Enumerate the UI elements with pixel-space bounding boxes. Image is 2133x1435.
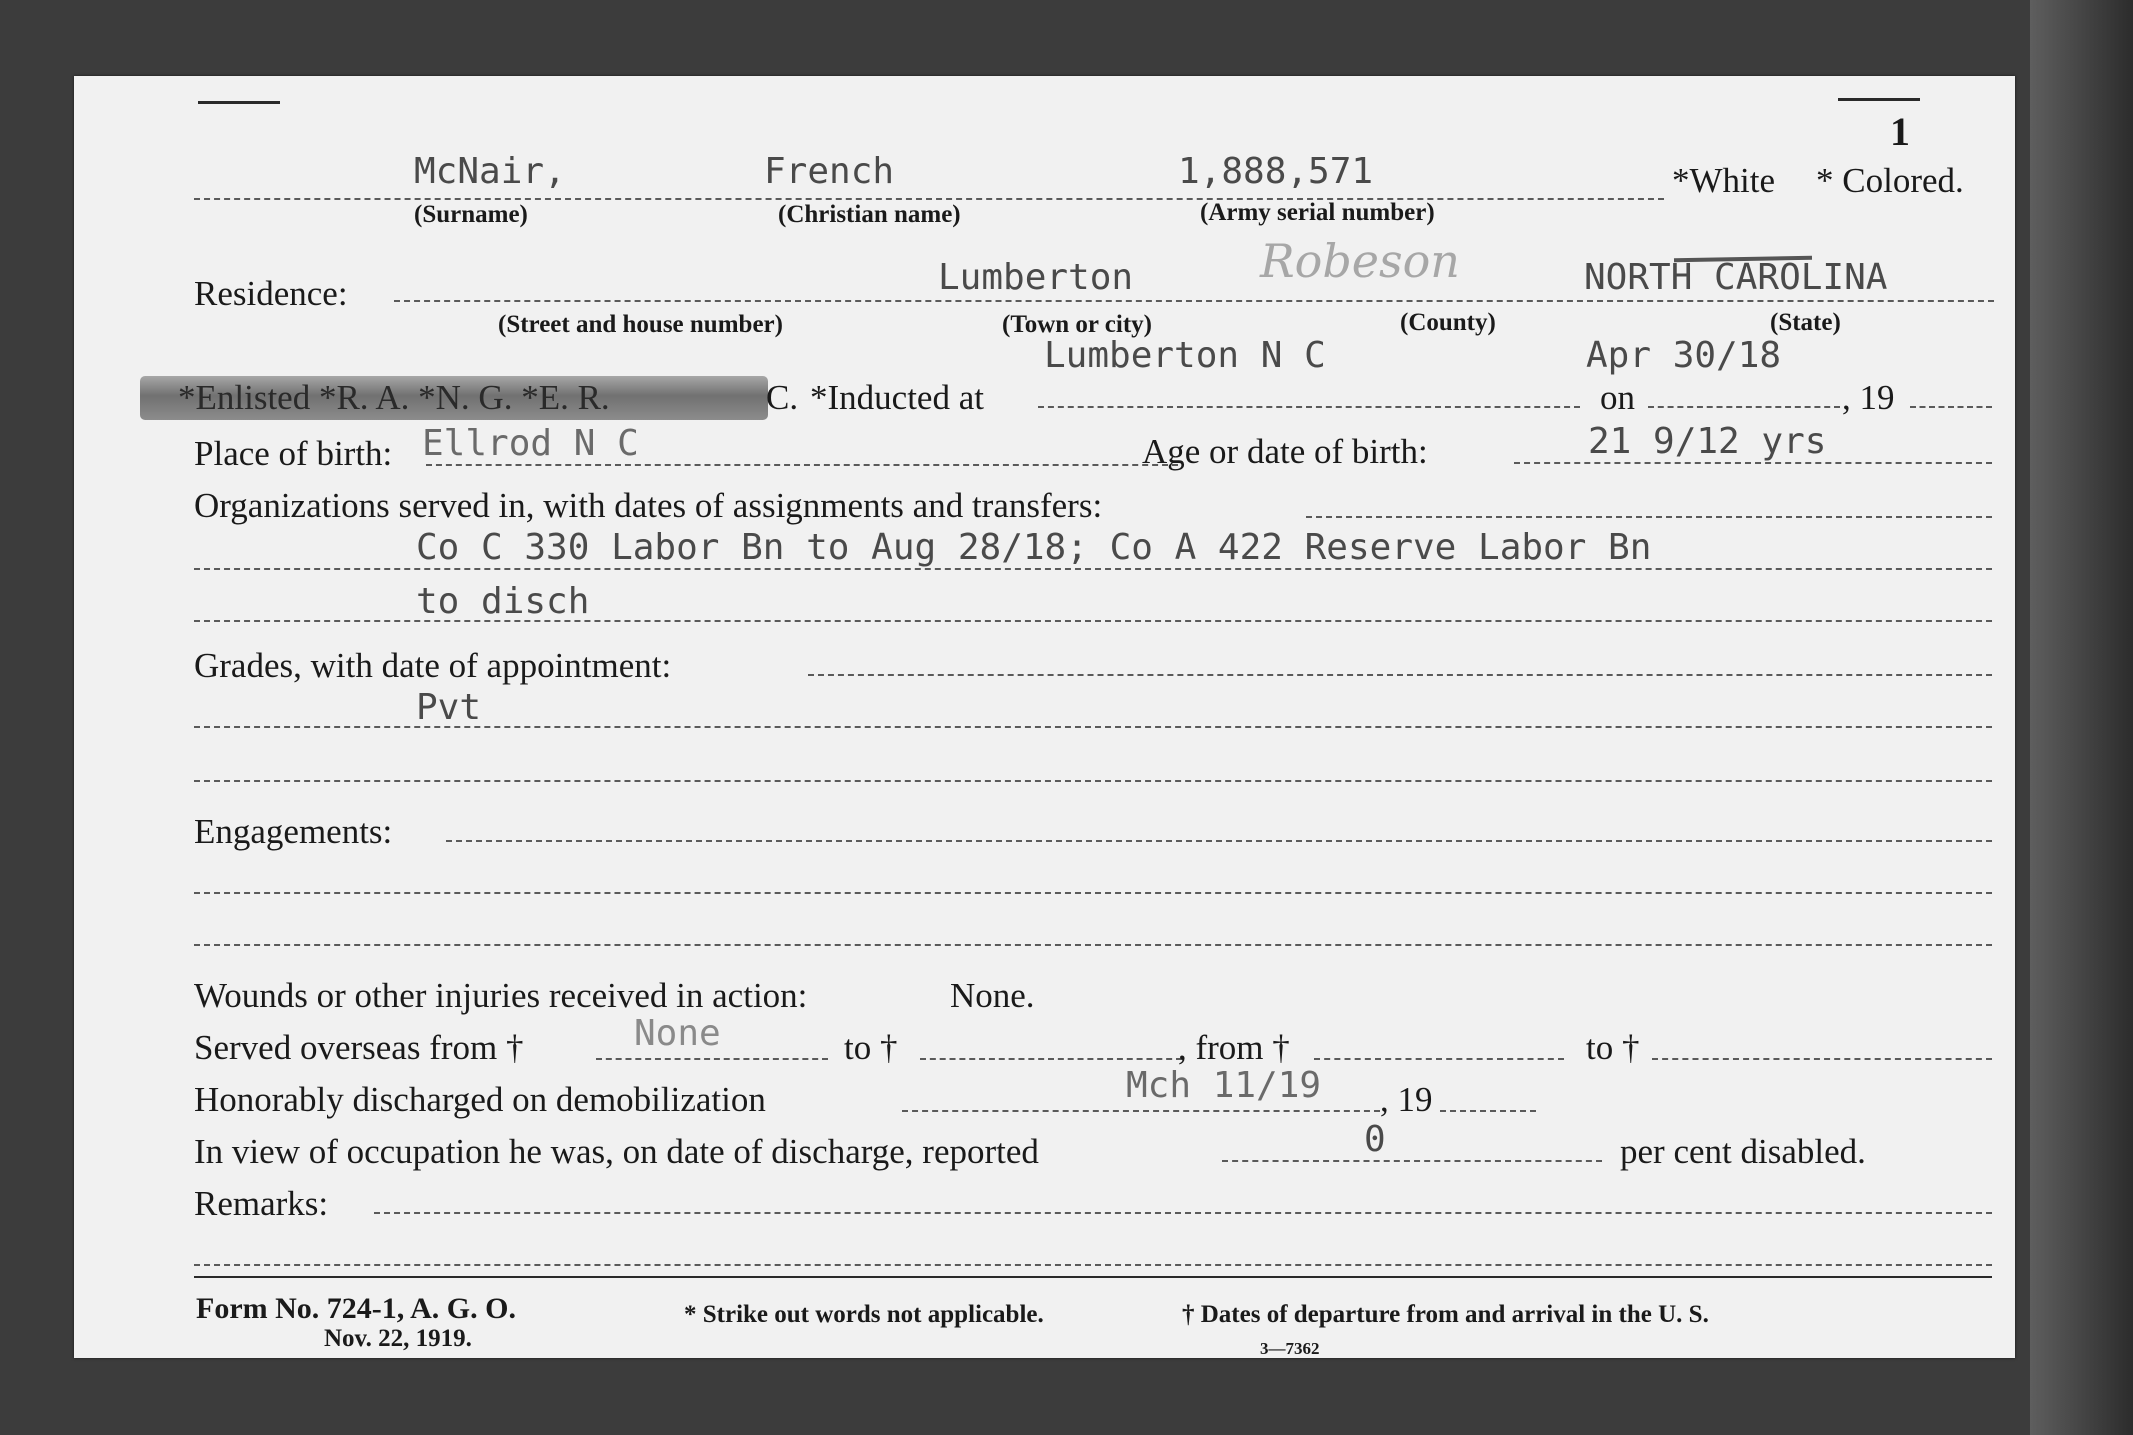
top-right-rule: [1838, 98, 1920, 101]
residence-town: Lumberton: [938, 257, 1134, 298]
place-of-birth-line: [426, 464, 1178, 466]
serial-number-value: 1,888,571: [1178, 151, 1374, 192]
state-caption: (State): [1770, 309, 1841, 336]
inducted-at-line: [1038, 406, 1580, 408]
christian-name-value: French: [764, 151, 895, 192]
overseas-to-2-line: [1652, 1058, 1992, 1060]
age-value: 21 9/12 yrs: [1588, 421, 1827, 462]
street-caption: (Street and house number): [498, 311, 783, 338]
induction-year-line: [1910, 406, 1992, 408]
overseas-from-label: Served overseas from †: [194, 1028, 524, 1067]
discharge-year-line: [1440, 1110, 1536, 1112]
grade-value: Pvt: [416, 687, 482, 728]
engagements-line-2: [194, 944, 1992, 946]
organizations-label-line: [1306, 516, 1992, 518]
residence-county: Robeson: [1260, 234, 1460, 288]
residence-label: Residence:: [194, 274, 348, 313]
county-caption: (County): [1400, 309, 1496, 336]
print-code: 3—7362: [1260, 1339, 1320, 1358]
form-number: Form No. 724-1, A. G. O.: [196, 1292, 516, 1325]
engagements-line-1: [194, 892, 1992, 894]
induction-date-value: Apr 30/18: [1586, 335, 1782, 376]
christian-name-caption: (Christian name): [778, 201, 961, 228]
organizations-entry-1: Co C 330 Labor Bn to Aug 28/18; Co A 422 Reserve Labor Bn: [416, 527, 1652, 568]
race-white-option: *White: [1672, 161, 1776, 200]
place-of-birth-label: Place of birth:: [194, 434, 393, 473]
induction-date-line: [1648, 406, 1840, 408]
enlistment-options: *Enlisted *R. A. *N. G. *E. R.: [178, 378, 610, 417]
discharge-year-suffix: , 19: [1380, 1080, 1433, 1119]
overseas-from-2-label: , from †: [1178, 1028, 1290, 1067]
discharge-line: [902, 1110, 1380, 1112]
engagements-label-line: [446, 840, 1992, 842]
inducted-at-value: Lumberton N C: [1044, 335, 1326, 376]
engagements-label: Engagements:: [194, 812, 393, 851]
organizations-label: Organizations served in, with dates of assignments and transfers:: [194, 486, 1103, 525]
disability-suffix: per cent disabled.: [1620, 1132, 1866, 1171]
inducted-at-label: *Inducted at: [810, 378, 984, 417]
enlistment-c-option: C.: [766, 378, 799, 417]
grades-label: Grades, with date of appointment:: [194, 646, 672, 685]
overseas-to-2-label: to †: [1586, 1028, 1640, 1067]
surname-value: McNair,: [414, 151, 566, 192]
organizations-entry-2: to disch: [416, 581, 590, 622]
disability-line: [1222, 1160, 1602, 1162]
remarks-label: Remarks:: [194, 1184, 329, 1223]
footer-rule: [194, 1276, 1992, 1278]
town-caption: (Town or city): [1002, 311, 1152, 338]
overseas-from-2-line: [1314, 1058, 1564, 1060]
wounds-value: None.: [950, 976, 1035, 1015]
overseas-to-line: [920, 1058, 1182, 1060]
scan-edge: [2030, 0, 2133, 1435]
surname-caption: (Surname): [414, 201, 528, 228]
page-number: 1: [1890, 109, 1910, 154]
strike-out-note: * Strike out words not applicable.: [684, 1301, 1044, 1328]
place-of-birth-value: Ellrod N C: [422, 423, 639, 464]
serial-number-caption: (Army serial number): [1200, 199, 1435, 226]
organizations-line-1: [194, 568, 1992, 570]
overseas-from-value: None: [634, 1013, 721, 1054]
grades-label-line: [808, 674, 1992, 676]
age-label: Age or date of birth:: [1142, 432, 1428, 471]
disability-label: In view of occupation he was, on date of discharge, reported: [194, 1132, 1039, 1171]
wounds-label: Wounds or other injuries received in action:: [194, 976, 808, 1015]
induction-on-label: on: [1600, 378, 1635, 417]
top-left-rule: [198, 101, 280, 104]
disability-value: 0: [1364, 1119, 1386, 1160]
overseas-to-label: to †: [844, 1028, 898, 1067]
form-date: Nov. 22, 1919.: [324, 1325, 472, 1352]
dagger-note: † Dates of departure from and arrival in the U. S.: [1182, 1301, 1709, 1328]
discharge-date-value: Mch 11/19: [1126, 1065, 1322, 1106]
residence-line: [394, 300, 1994, 302]
age-line: [1514, 462, 1992, 464]
discharge-label: Honorably discharged on demobilization: [194, 1080, 766, 1119]
overseas-from-line: [596, 1058, 828, 1060]
record-card: [74, 76, 2015, 1358]
residence-state: NORTH CAROLINA: [1584, 257, 1888, 298]
remarks-line-1: [374, 1212, 1992, 1214]
grades-line-2: [194, 780, 1992, 782]
induction-year-suffix: , 19: [1842, 378, 1895, 417]
remarks-line-2: [194, 1264, 1992, 1266]
race-colored-option: * Colored.: [1816, 161, 1964, 200]
surname-line: [194, 198, 1664, 200]
